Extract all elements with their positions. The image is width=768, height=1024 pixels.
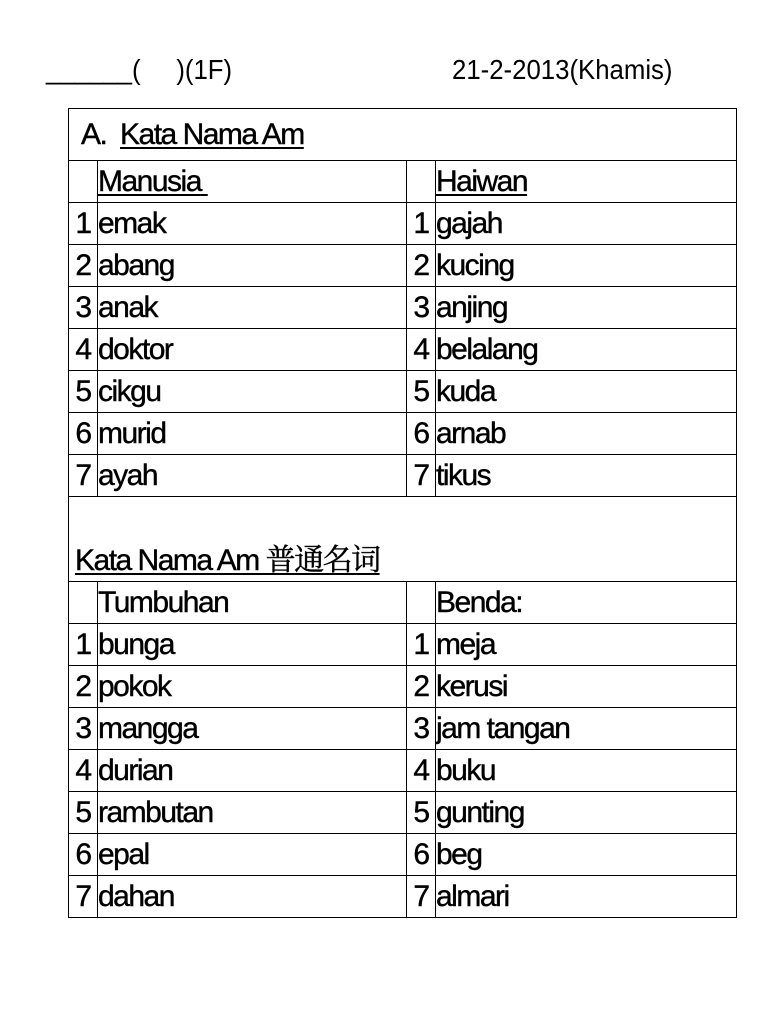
left-number-cell: 6 bbox=[69, 834, 98, 876]
right-number-cell: 4 bbox=[407, 329, 436, 371]
heading-benda: Benda: bbox=[436, 585, 523, 619]
right-number-cell: 6 bbox=[407, 413, 436, 455]
right-number-cell: 2 bbox=[407, 245, 436, 287]
right-word-cell: belalang bbox=[436, 329, 737, 371]
table-row bbox=[69, 666, 737, 708]
section-b-title: Kata Nama Am 普通名词 bbox=[75, 544, 380, 577]
left-word-cell: rambutan bbox=[98, 792, 407, 834]
section-b-title-row bbox=[69, 497, 737, 582]
heading-num-cell bbox=[407, 161, 436, 203]
right-number-cell: 5 bbox=[407, 371, 436, 413]
heading-left-cell bbox=[98, 582, 407, 624]
right-number-cell: 2 bbox=[407, 666, 436, 708]
table-row bbox=[69, 792, 737, 834]
table-row bbox=[69, 624, 737, 666]
table-row bbox=[69, 708, 737, 750]
right-number-cell: 6 bbox=[407, 834, 436, 876]
right-number-cell: 4 bbox=[407, 750, 436, 792]
heading-tumbuhan: Tumbuhan bbox=[98, 585, 229, 619]
right-number-cell: 1 bbox=[407, 203, 436, 245]
section-a-title-cell bbox=[69, 109, 737, 161]
section-a-title: Kata Nama Am bbox=[120, 117, 304, 151]
heading-left-cell bbox=[98, 161, 407, 203]
right-word-cell: tikus bbox=[436, 455, 737, 497]
left-number-cell: 6 bbox=[69, 413, 98, 455]
left-word-cell: ayah bbox=[98, 455, 407, 497]
right-number-cell: 1 bbox=[407, 624, 436, 666]
left-word-cell: doktor bbox=[98, 329, 407, 371]
right-word-cell: arnab bbox=[436, 413, 737, 455]
heading-num-cell bbox=[407, 582, 436, 624]
left-word-cell: bunga bbox=[98, 624, 407, 666]
left-number-cell: 1 bbox=[69, 203, 98, 245]
right-word-cell: almari bbox=[436, 876, 737, 918]
left-word-cell: anak bbox=[98, 287, 407, 329]
left-word-cell: mangga bbox=[98, 708, 407, 750]
heading-num-cell bbox=[69, 582, 98, 624]
left-number-cell: 7 bbox=[69, 876, 98, 918]
left-number-cell: 3 bbox=[69, 708, 98, 750]
worksheet-header bbox=[46, 52, 706, 88]
right-number-cell: 5 bbox=[407, 792, 436, 834]
right-word-cell: kerusi bbox=[436, 666, 737, 708]
heading-haiwan: Haiwan bbox=[436, 164, 528, 198]
left-number-cell: 7 bbox=[69, 455, 98, 497]
right-word-cell: gunting bbox=[436, 792, 737, 834]
right-number-cell: 7 bbox=[407, 876, 436, 918]
left-word-cell: murid bbox=[98, 413, 407, 455]
section-b-heading-row bbox=[69, 582, 737, 624]
right-word-cell: gajah bbox=[436, 203, 737, 245]
left-word-cell: durian bbox=[98, 750, 407, 792]
table-row bbox=[69, 245, 737, 287]
heading-right-cell bbox=[436, 582, 737, 624]
heading-manusia: Manusia bbox=[98, 164, 201, 198]
left-word-cell: pokok bbox=[98, 666, 407, 708]
right-word-cell: anjing bbox=[436, 287, 737, 329]
table-row bbox=[69, 203, 737, 245]
section-b-title-cell bbox=[69, 497, 737, 582]
right-word-cell: meja bbox=[436, 624, 737, 666]
right-number-cell: 3 bbox=[407, 287, 436, 329]
table-row bbox=[69, 329, 737, 371]
left-number-cell: 4 bbox=[69, 329, 98, 371]
left-word-cell: dahan bbox=[98, 876, 407, 918]
right-number-cell: 7 bbox=[407, 455, 436, 497]
worksheet-date: 21-2-2013(Khamis) bbox=[452, 54, 673, 85]
section-a-heading-row bbox=[69, 161, 737, 203]
right-word-cell: beg bbox=[436, 834, 737, 876]
left-word-cell: emak bbox=[98, 203, 407, 245]
table-row bbox=[69, 413, 737, 455]
student-name-class-blank: ______( )(1F) bbox=[46, 54, 233, 85]
left-word-cell: epal bbox=[98, 834, 407, 876]
right-number-cell: 3 bbox=[407, 708, 436, 750]
table-row bbox=[69, 455, 737, 497]
left-number-cell: 3 bbox=[69, 287, 98, 329]
left-number-cell: 1 bbox=[69, 624, 98, 666]
right-word-cell: buku bbox=[436, 750, 737, 792]
section-a-title-row bbox=[69, 109, 737, 161]
section-a-letter: A. bbox=[81, 117, 107, 151]
left-number-cell: 2 bbox=[69, 245, 98, 287]
table-row bbox=[69, 371, 737, 413]
right-word-cell: kucing bbox=[436, 245, 737, 287]
left-word-cell: cikgu bbox=[98, 371, 407, 413]
left-number-cell: 2 bbox=[69, 666, 98, 708]
heading-num-cell bbox=[69, 161, 98, 203]
right-word-cell: kuda bbox=[436, 371, 737, 413]
noun-table bbox=[68, 108, 737, 918]
table-row bbox=[69, 750, 737, 792]
left-number-cell: 5 bbox=[69, 792, 98, 834]
table-row bbox=[69, 287, 737, 329]
table-row bbox=[69, 876, 737, 918]
left-number-cell: 4 bbox=[69, 750, 98, 792]
left-word-cell: abang bbox=[98, 245, 407, 287]
left-number-cell: 5 bbox=[69, 371, 98, 413]
heading-right-cell bbox=[436, 161, 737, 203]
right-word-cell: jam tangan bbox=[436, 708, 737, 750]
table-row bbox=[69, 834, 737, 876]
